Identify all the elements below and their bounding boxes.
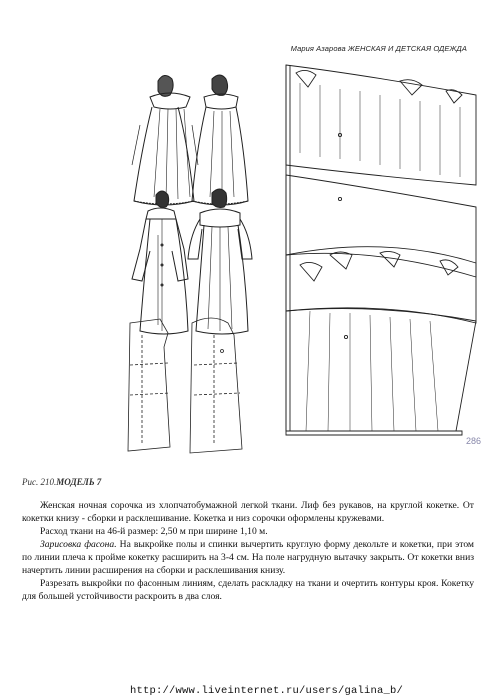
figure-robe-back [188,189,252,334]
caption-prefix: Рис. 210. [22,477,57,487]
figure-nightgown-back [192,75,248,205]
paragraph-fabric: Расход ткани на 46-й размер: 2,50 м при ширине 1,10 м. [40,526,268,537]
figure-nightgown-front [132,75,198,205]
paragraph-cutting: Разрезать выкройки по фасонным линиям, сделать раскладку на ткани и очертить контуры кроя. Кокетку для большей устойчивости раскроить в два слоя. [22,578,474,602]
page-number: 286 [465,436,481,446]
figure-illustration [0,55,495,470]
footer-url[interactable]: http://www.liveinternet.ru/users/galina_b/ [130,685,404,697]
garment-drawings [0,55,495,470]
caption-model: МОДЕЛЬ 7 [56,477,102,487]
figure-caption [22,477,101,487]
pattern-pieces-left [128,318,242,453]
sketch-text: На выкройке полы и спинки вычертить круглую форму декольте и кокетки, при этом по линии плеча к пройме кокетку расширить на 3-4 см. На поле нагрудную вытачку закрыть. От кокетки вниз начертить линии расширения на сборки и расклешивания книзу. [22,539,474,576]
sketch-label: Зарисовка фасона. [40,539,117,550]
pattern-layout-right [286,65,476,435]
figure-robe-front [132,191,188,334]
paragraph-sketch [22,538,474,577]
running-header: Мария Азарова ЖЕНСКАЯ И ДЕТСКАЯ ОДЕЖДА [290,44,467,53]
body-text [22,499,474,603]
paragraph-description: Женская ночная сорочка из хлопчатобумажной легкой ткани. Лиф без рукавов, на круглой кокетке. От кокетки книзу - сборки и расклешивание. Кокетка и низ сорочки оформлены кружевами. [22,500,474,524]
